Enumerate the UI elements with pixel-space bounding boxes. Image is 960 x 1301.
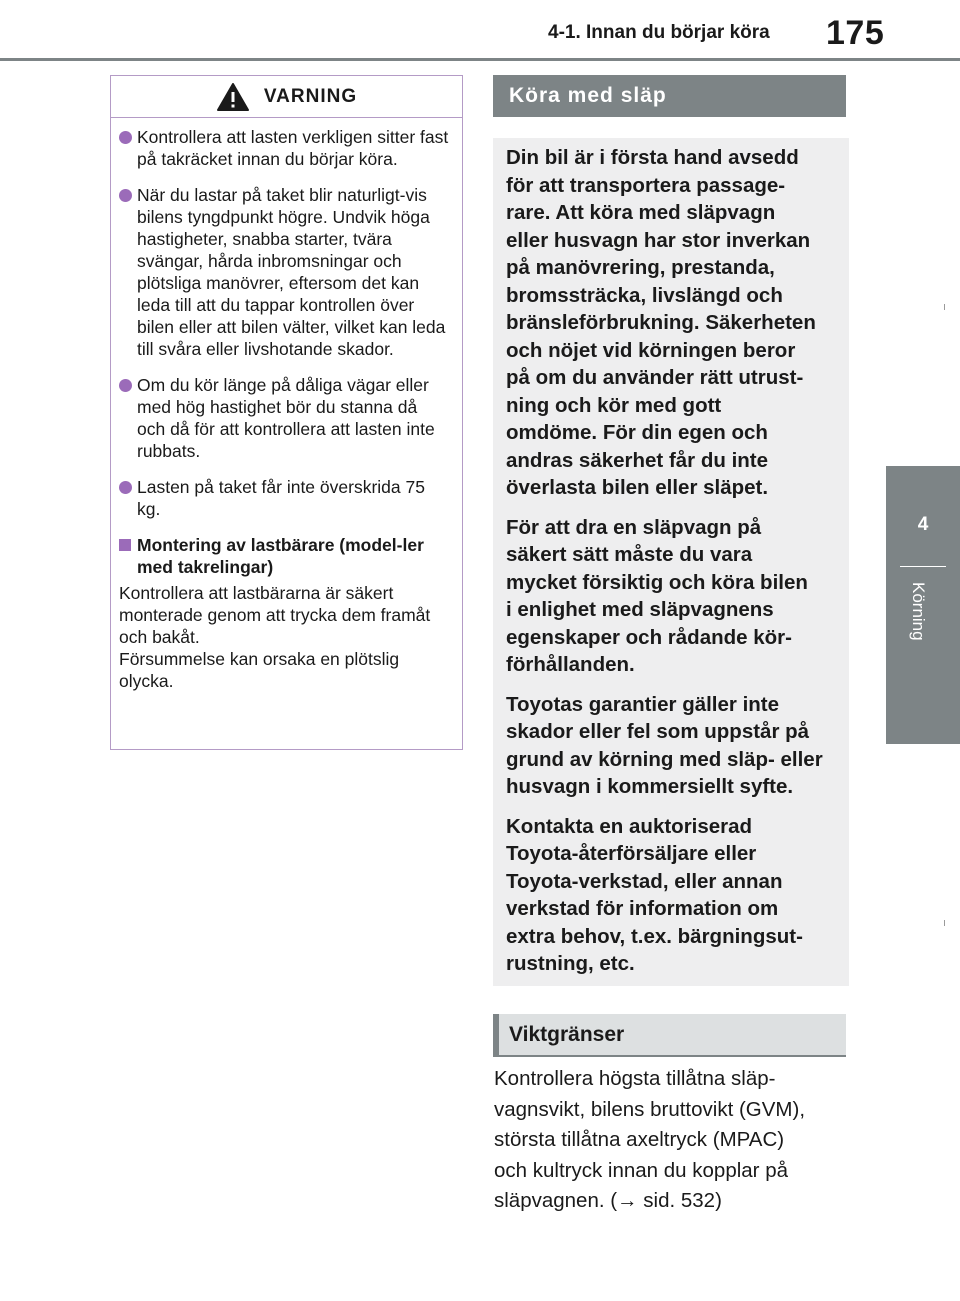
edge-mark	[944, 304, 945, 310]
towing-info-box	[493, 138, 849, 986]
warning-item	[119, 374, 450, 462]
bullet-icon	[119, 189, 132, 202]
warning-item-text: Lasten på taket får inte överskrida 75 kg.	[137, 477, 425, 519]
warning-item-text: Kontrollera att lasten verkligen sitter fast på takräcket innan du börjar köra.	[137, 127, 449, 169]
warning-header	[111, 76, 462, 118]
weight-limits-text: Kontrollera högsta tillåtna släp- vagnsvikt, bilens bruttovikt (GVM), största tillåtna axeltryck (MPAC) och kultryck innan du kopplar på släpvagnen. (→ sid. 532)	[494, 1067, 806, 1212]
towing-paragraph: Kontakta en auktoriserad Toyota-återförsäljare eller Toyota-verkstad, eller annan verkstad för information om extra behov, t.ex. bärgningsut- rustning, etc.	[506, 814, 803, 975]
warning-item-text: Om du kör länge på dåliga vägar eller med hög hastighet bör du stanna då och då för att kontrollera att lasten inte rubbats.	[137, 375, 435, 461]
warning-box	[110, 75, 463, 750]
bullet-icon	[119, 131, 132, 144]
warning-body	[111, 118, 462, 692]
chapter-tab[interactable]	[886, 466, 960, 744]
warning-item	[119, 476, 450, 520]
warning-item-text: När du lastar på taket blir naturligt-vis bilens tyngdpunkt högre. Undvik höga hastigheter, snabba starter, tvära svängar, hårda inbromsningar och plötsliga manövrer, eftersom det kan leda till att du tappar kontrollen över bilen eller att bilen välter, vilket kan leda till svåra eller livshotande skador.	[137, 185, 446, 359]
page-number: 175	[826, 14, 885, 52]
section-title: 4-1. Innan du börjar köra	[548, 22, 770, 43]
bullet-icon	[119, 481, 132, 494]
warning-item	[119, 184, 450, 360]
warning-item	[119, 126, 450, 170]
chapter-tab-divider	[900, 566, 946, 567]
square-bullet-icon	[119, 539, 131, 551]
edge-mark	[944, 920, 945, 926]
warning-subheading	[119, 534, 450, 578]
warning-sub-paragraph: Kontrollera att lastbärarna är säkert monterade genom att trycka dem framåt och bakåt. Försummelse kan orsaka en plötslig olycka.	[119, 583, 431, 691]
warning-title: VARNING	[263, 85, 358, 107]
towing-heading: Köra med släp	[493, 75, 846, 117]
header-rule	[0, 58, 960, 61]
weight-limits-heading: Viktgränser	[493, 1014, 846, 1057]
towing-paragraph: Din bil är i första hand avsedd för att transportera passage- rare. Att köra med släpvagn eller husvagn har stor inverkan på manövrering, prestanda, bromssträcka, livslängd och bränsleförbrukning. Säkerheten och nöjet vid körningen beror på om du använder rätt utrust- ning och kör med gott omdöme. För din egen och andras säkerhet får du inte överlasta bilen eller släpet.	[506, 146, 816, 499]
bullet-icon	[119, 379, 132, 392]
chapter-number: 4	[917, 514, 929, 535]
warning-triangle-icon	[216, 82, 250, 112]
towing-paragraph: Toyotas garantier gäller inte skador eller fel som uppstår på grund av körning med släp- eller husvagn i kommersiellt syfte.	[506, 692, 823, 798]
chapter-label: Körning	[909, 582, 928, 641]
towing-paragraph: För att dra en släpvagn på säkert sätt måste du vara mycket försiktig och köra bilen i enlighet med släpvagnens egenskaper och rådande kör- förhållanden.	[506, 515, 808, 676]
warning-subheading-text: Montering av lastbärare (model-ler med takrelingar)	[137, 535, 424, 577]
